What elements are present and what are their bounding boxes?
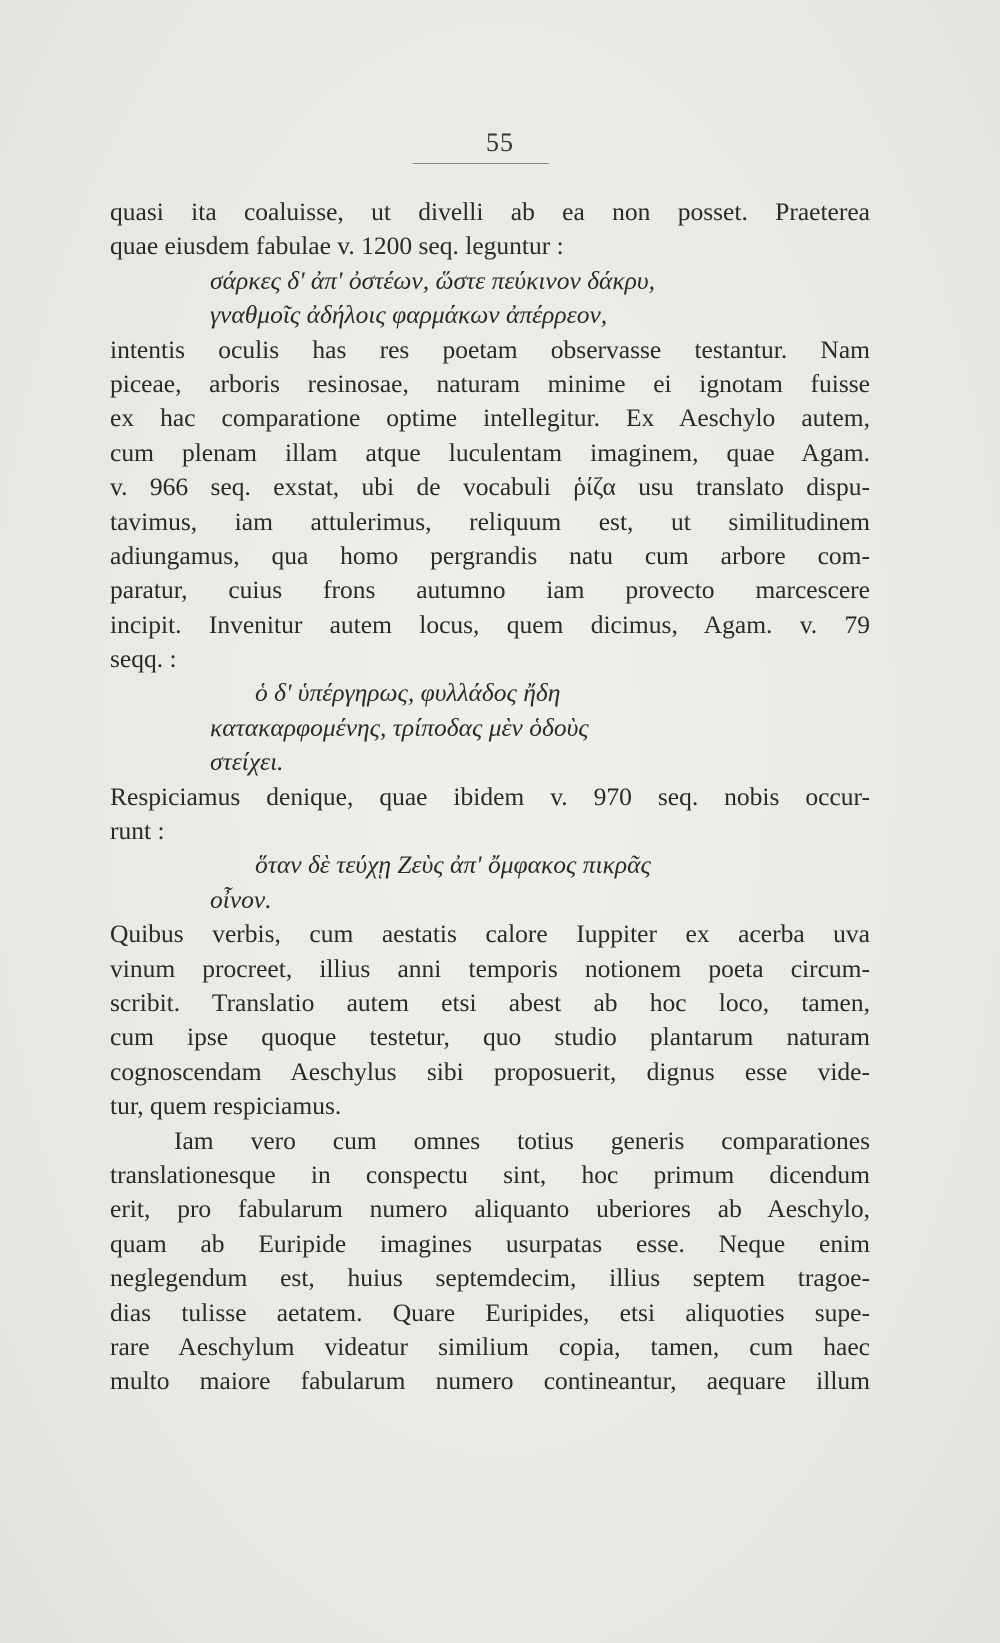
greek-quote-line: ὅταν δὲ τεύχῃ Ζεὺς ἀπ' ὄμφακος πικρᾶς [255,850,651,880]
text-line: runt : [110,816,165,846]
text-line: erit, pro fabularum numero aliquanto uberiores ab Aeschylo, [110,1194,870,1224]
text-line: adiungamus, qua homo pergrandis natu cum arbore com- [110,540,870,570]
text-line: vinum procreet, illius anni temporis notionem poeta circum- [110,953,870,983]
text-line: Respiciamus denique, quae ibidem v. 970 seq. nobis occur- [110,781,870,811]
text-line: dias tulisse aetatem. Quare Euripides, etsi aliquoties supe- [110,1297,870,1327]
text-line: quam ab Euripide imagines usurpatas esse. Neque enim [110,1228,870,1258]
text-line: paratur, cuius frons autumno iam provecto marcescere [110,575,870,605]
text-line: Quibus verbis, cum aestatis calore Iuppiter ex acerba uva [110,919,870,949]
text-line: incipit. Invenitur autem locus, quem dicimus, Agam. v. 79 [110,609,870,639]
greek-quote-line: σάρκες δ' ἀπ' ὀστέων, ὥστε πεύκινον δάκρυ, [210,265,655,295]
greek-quote-line: κατακαρφομένης, τρίποδας μὲν ὁδοὺς [210,712,589,742]
text-line: rare Aeschylum videatur similium copia, tamen, cum haec [110,1331,870,1361]
text-line: tur, quem respiciamus. [110,1091,342,1121]
text-line: multo maiore fabularum numero contineantur, aequare illum [110,1366,870,1396]
text-line: scribit. Translatio autem etsi abest ab hoc loco, tamen, [110,987,870,1017]
text-line: ex hac comparatione optime intellegitur. Ex Aeschylo autem, [110,403,870,433]
greek-quote-line: στείχει. [210,747,284,777]
body-text [110,195,870,1399]
text-line: cum ipse quoque testetur, quo studio plantarum naturam [110,1022,870,1052]
text-line: tavimus, iam attulerimus, reliquum est, ut similitudinem [110,506,870,536]
greek-quote-line: οἶνον. [210,884,272,914]
greek-quote-line: γναθμοῖς ἀδήλοις φαρμάκων ἀπέρρεον, [210,300,608,330]
header-rule [413,163,549,164]
text-line: quasi ita coaluisse, ut divelli ab ea non posset. Praeterea [110,197,870,226]
text-line: cum plenam illam atque luculentam imaginem, quae Agam. [110,437,870,467]
greek-quote-line: ὁ δ' ὑπέργηρως, φυλλάδος ἤδη [255,678,561,708]
text-line: seqq. : [110,644,177,674]
text-line: v. 966 seq. exstat, ubi de vocabuli ῥίζα usu translato dispu- [110,472,870,502]
text-line: quae eiusdem fabulae v. 1200 seq. leguntur : [110,231,564,261]
text-line: piceae, arboris resinosae, naturam minime ei ignotam fuisse [110,368,870,398]
page-number: 55 [486,128,514,157]
text-line: cognoscendam Aeschylus sibi proposuerit, dignus esse vide- [110,1056,870,1086]
text-line: neglegendum est, huius septemdecim, illius septem tragoe- [110,1263,870,1293]
text-line: intentis oculis has res poetam observasse testantur. Nam [110,334,870,364]
text-line: translationesque in conspectu sint, hoc primum dicendum [110,1159,870,1189]
text-line: Iam vero cum omnes totius generis comparationes [174,1125,870,1155]
